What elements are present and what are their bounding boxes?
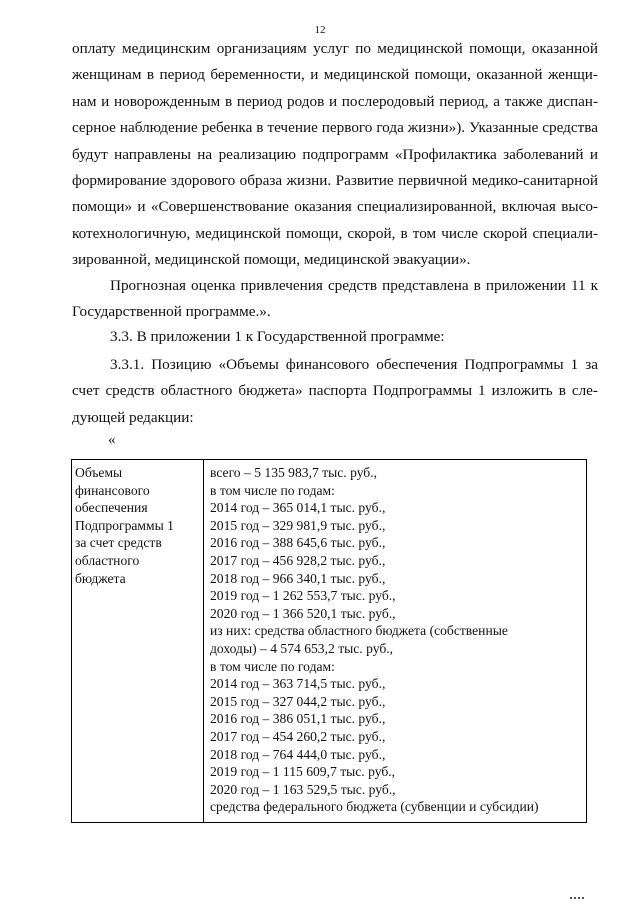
paragraph-line: 3.3. В приложении 1 к Государственной программе: — [110, 328, 445, 345]
paragraph-line: 3.3.1. Позицию «Объемы финансового обеспечения Подпрограммы 1 за — [110, 356, 598, 373]
paragraph-line: зированной, медицинской помощи, медицинской эвакуации». — [72, 251, 471, 269]
paragraph-1 — [72, 36, 598, 274]
table-label-cell — [72, 460, 204, 823]
label-line: областного — [75, 552, 140, 568]
paragraph-3 — [72, 324, 598, 350]
paragraph-line: оплату медицинским организациям услуг по медицинской помощи, оказанной — [72, 40, 598, 57]
opening-quote-mark: « — [108, 432, 116, 448]
label-line: финансового — [75, 482, 150, 498]
paragraph-line: Прогнозная оценка привлечения средств представлена в приложении 11 к — [110, 277, 598, 294]
paragraph-line: женщинам в период беременности, и медицинской помощи, оказанной женщи- — [72, 66, 598, 84]
label-line: Подпрограммы 1 — [75, 517, 174, 533]
label-line: Объемы — [75, 465, 123, 480]
financing-table — [71, 459, 587, 823]
paragraph-2 — [72, 273, 598, 326]
value-line: 2015 год – 329 981,9 тыс. руб., — [210, 517, 386, 533]
value-line: 2014 год – 363 714,5 тыс. руб., — [210, 676, 386, 692]
table-row — [72, 460, 587, 823]
value-line: доходы) – 4 574 653,2 тыс. руб., — [210, 640, 394, 656]
value-line: средства федерального бюджета (субвенции и субсидии) — [210, 799, 539, 815]
value-line: из них: средства областного бюджета (собственные — [210, 623, 508, 639]
paragraph-line: помощи» и «Совершенствование оказания специализированной, включая высо- — [72, 198, 598, 216]
value-line: 2018 год – 764 444,0 тыс. руб., — [210, 746, 386, 762]
value-line: 2016 год – 388 645,6 тыс. руб., — [210, 535, 386, 551]
value-line: 2019 год – 1 115 609,7 тыс. руб., — [210, 764, 396, 780]
value-line: всего – 5 135 983,7 тыс. руб., — [210, 465, 378, 480]
value-line: 2014 год – 365 014,1 тыс. руб., — [210, 500, 386, 516]
value-line: 2016 год – 386 051,1 тыс. руб., — [210, 711, 386, 727]
value-line: 2017 год – 454 260,2 тыс. руб., — [210, 728, 386, 744]
paragraph-line: котехнологичную, медицинской помощи, скорой, в том числе скорой специали- — [72, 224, 598, 242]
paragraph-line: серное наблюдение ребенка в течение первого года жизни»). Указанные средства — [72, 119, 598, 137]
value-line: в том числе по годам: — [210, 482, 335, 498]
paragraph-line: будут направлены на реализацию подпрограмм «Профилактика заболеваний и — [72, 145, 598, 163]
paragraph-4 — [72, 352, 598, 431]
value-line: 2020 год – 1 163 529,5 тыс. руб., — [210, 781, 396, 797]
paragraph-line: Государственной программе.». — [72, 303, 271, 321]
value-line: 2015 год – 327 044,2 тыс. руб., — [210, 693, 386, 709]
label-line: обеспечения — [75, 500, 148, 516]
value-line: 2017 год – 456 928,2 тыс. руб., — [210, 552, 386, 568]
value-line: 2018 год – 966 340,1 тыс. руб., — [210, 570, 386, 586]
value-line: 2019 год – 1 262 553,7 тыс. руб., — [210, 588, 396, 604]
paragraph-line: нам и новорожденным в период родов и послеродовый период, а также диспан- — [72, 92, 598, 110]
paragraph-line: счет средств областного бюджета» паспорта Подпрограммы 1 изложить в сле- — [72, 382, 598, 400]
value-line: 2020 год – 1 366 520,1 тыс. руб., — [210, 605, 396, 621]
label-line: бюджета — [75, 570, 126, 586]
value-line: в том числе по годам: — [210, 658, 335, 674]
table-value-cell — [204, 460, 587, 823]
page-number: 12 — [314, 24, 326, 36]
paragraph-line: дующей редакции: — [72, 408, 194, 426]
label-line: за счет средств — [75, 535, 162, 551]
paragraph-line: формирование здорового образа жизни. Развитие первичной медико-санитарной — [72, 172, 598, 190]
scan-artifact-mark — [570, 897, 584, 902]
